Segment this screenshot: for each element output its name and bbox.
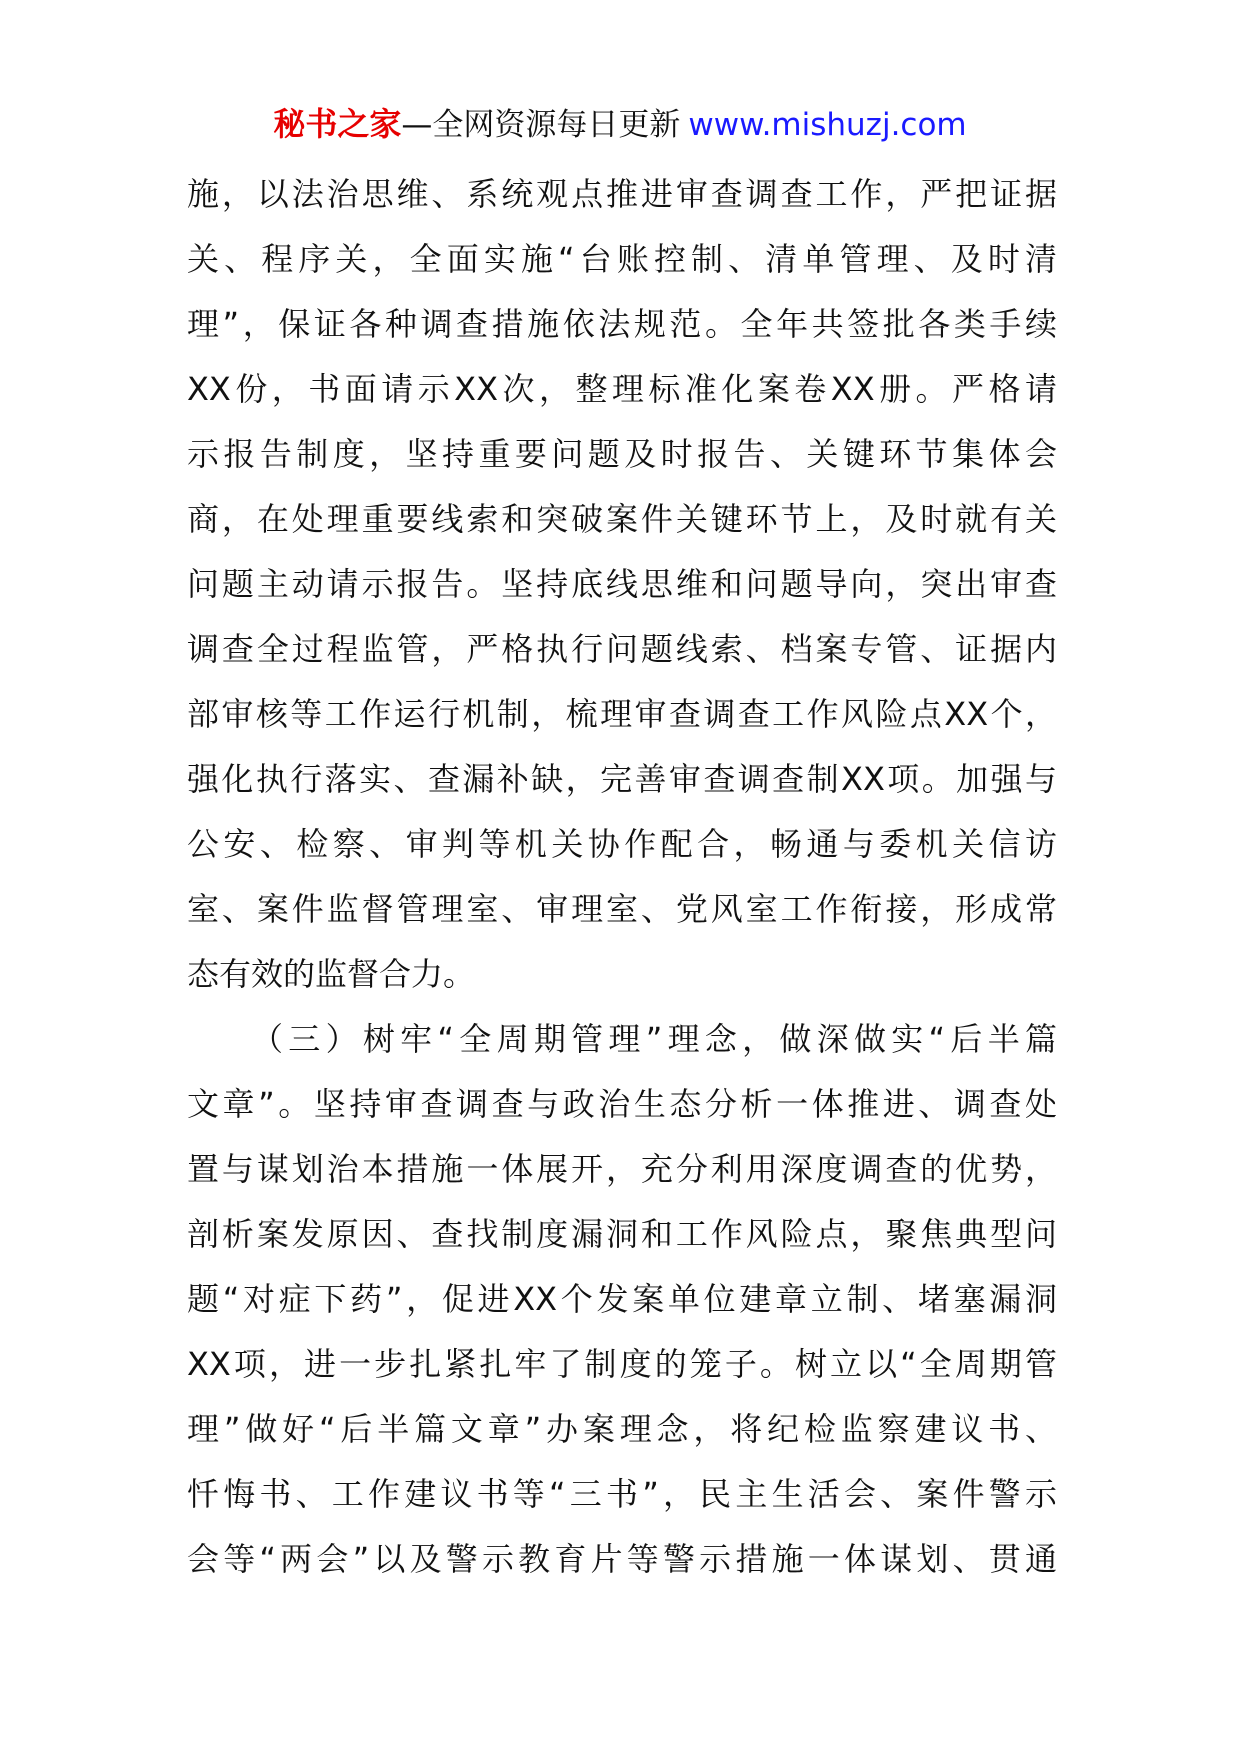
body-line: 部审核等工作运行机制，梳理审查调查工作风险点XX个， bbox=[187, 695, 1057, 733]
body-line: 置与谋划治本措施一体展开，充分利用深度调查的优势， bbox=[187, 1150, 1057, 1188]
body-line: 公安、检察、审判等机关协作配合，畅通与委机关信访 bbox=[187, 825, 1057, 863]
body-line: 剖析案发原因、查找制度漏洞和工作风险点，聚焦典型问 bbox=[187, 1215, 1057, 1253]
body-line: 室、案件监督管理室、审理室、党风室工作衔接，形成常 bbox=[187, 890, 1057, 928]
header-slogan: —全网资源每日更新 bbox=[401, 107, 681, 143]
body-line: 理”，保证各种调查措施依法规范。全年共签批各类手续 bbox=[187, 305, 1057, 343]
document-body bbox=[187, 162, 1057, 1592]
body-line: 文章”。坚持审查调查与政治生态分析一体推进、调查处 bbox=[187, 1085, 1057, 1123]
body-line: 会等“两会”以及警示教育片等警示措施一体谋划、贯通 bbox=[187, 1540, 1057, 1578]
body-line: 商，在处理重要线索和突破案件关键环节上，及时就有关 bbox=[187, 500, 1057, 538]
section-heading-line: （三）树牢“全周期管理”理念，做深做实“后半篇 bbox=[251, 1020, 1057, 1058]
body-line: 关、程序关，全面实施“台账控制、清单管理、及时清 bbox=[187, 240, 1057, 278]
body-line: 施，以法治思维、系统观点推进审查调查工作，严把证据 bbox=[187, 175, 1057, 213]
body-line: XX份，书面请示XX次，整理标准化案卷XX册。严格请 bbox=[187, 370, 1057, 408]
brand-name: 秘书之家 bbox=[273, 105, 402, 143]
page-header bbox=[0, 100, 1240, 149]
header-url[interactable]: www.mishuzj.com bbox=[688, 107, 967, 143]
body-line: 忏悔书、工作建议书等“三书”，民主生活会、案件警示 bbox=[187, 1475, 1057, 1513]
body-line: 调查全过程监管，严格执行问题线索、档案专管、证据内 bbox=[187, 630, 1057, 668]
body-line: 示报告制度，坚持重要问题及时报告、关键环节集体会 bbox=[187, 435, 1057, 473]
body-line: XX项，进一步扎紧扎牢了制度的笼子。树立以“全周期管 bbox=[187, 1345, 1057, 1383]
body-line: 问题主动请示报告。坚持底线思维和问题导向，突出审查 bbox=[187, 565, 1057, 603]
body-line: 理”做好“后半篇文章”办案理念，将纪检监察建议书、 bbox=[187, 1410, 1057, 1448]
body-line: 强化执行落实、查漏补缺，完善审查调查制XX项。加强与 bbox=[187, 760, 1057, 798]
body-line: 态有效的监督合力。 bbox=[187, 955, 476, 993]
body-line: 题“对症下药”，促进XX个发案单位建章立制、堵塞漏洞 bbox=[187, 1280, 1057, 1318]
